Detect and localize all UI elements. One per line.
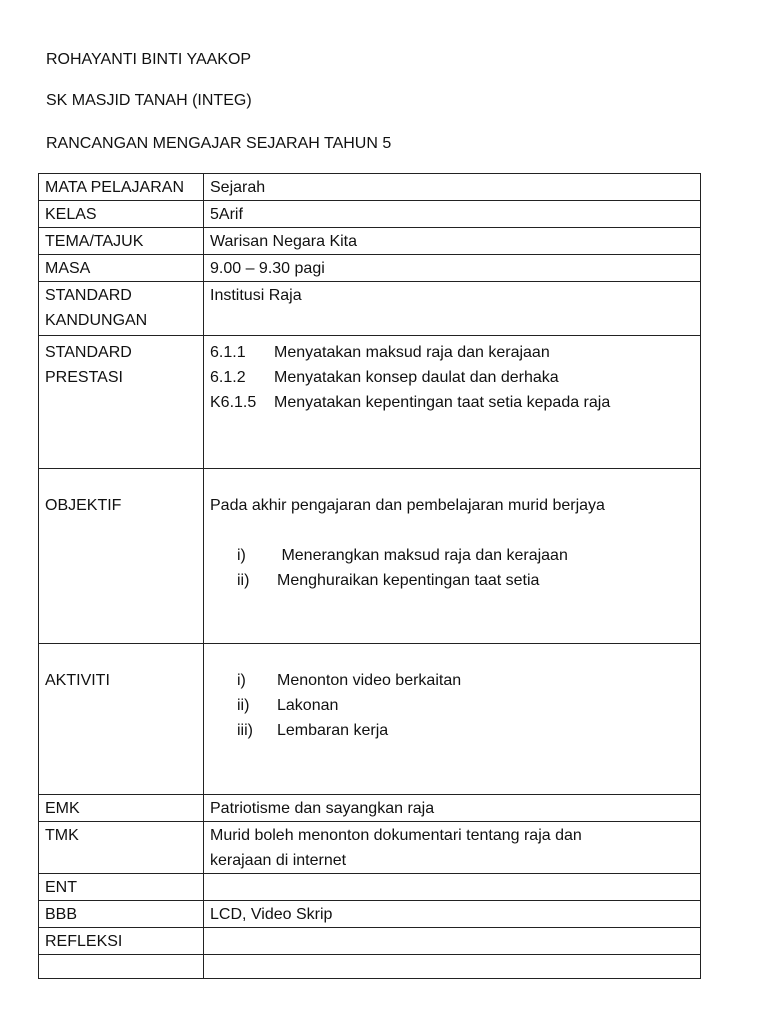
row-value: Sejarah xyxy=(204,174,701,201)
list-text: Menonton video berkaitan xyxy=(277,672,462,689)
table-row-kelas xyxy=(39,201,701,228)
objektif-list xyxy=(210,543,694,593)
row-value xyxy=(204,336,701,469)
row-label: TMK xyxy=(39,822,204,874)
row-value xyxy=(204,874,701,901)
row-value xyxy=(204,928,701,955)
standard-prestasi-item xyxy=(210,390,694,415)
table-row-aktiviti xyxy=(39,644,701,795)
list-number: iii) xyxy=(237,722,253,739)
row-value xyxy=(204,469,701,644)
table-row-masa xyxy=(39,255,701,282)
school-name: SK MASJID TANAH (INTEG) xyxy=(46,92,252,109)
item-code: 6.1.2 xyxy=(210,369,246,386)
table-row-emk xyxy=(39,795,701,822)
row-label: TEMA/TAJUK xyxy=(39,228,204,255)
list-text: Menghuraikan kepentingan taat setia xyxy=(277,572,540,589)
row-label: STANDARD KANDUNGAN xyxy=(39,282,204,336)
row-label: BBB xyxy=(39,901,204,928)
aktiviti-list xyxy=(210,668,694,743)
row-value: LCD, Video Skrip xyxy=(204,901,701,928)
row-value: Warisan Negara Kita xyxy=(204,228,701,255)
item-code: K6.1.5 xyxy=(210,394,257,411)
row-label: KELAS xyxy=(39,201,204,228)
table-row-tmk xyxy=(39,822,701,874)
list-item xyxy=(210,568,694,593)
teacher-name: ROHAYANTI BINTI YAAKOP xyxy=(46,51,252,68)
list-item xyxy=(210,718,694,743)
row-label: EMK xyxy=(39,795,204,822)
row-value xyxy=(204,955,701,979)
lesson-plan-table xyxy=(38,173,701,979)
list-item xyxy=(210,543,694,568)
list-text: Lakonan xyxy=(277,697,339,714)
table-row-objektif xyxy=(39,469,701,644)
row-label xyxy=(39,955,204,979)
list-text: Lembaran kerja xyxy=(277,722,389,739)
list-text: Menerangkan maksud raja dan kerajaan xyxy=(277,547,568,564)
row-value: Murid boleh menonton dokumentari tentang raja dan kerajaan di internet xyxy=(204,822,701,874)
list-number: ii) xyxy=(237,572,250,589)
objektif-intro: Pada akhir pengajaran dan pembelajaran murid berjaya xyxy=(210,497,605,514)
table-row-ent xyxy=(39,874,701,901)
list-item xyxy=(210,693,694,718)
list-number: ii) xyxy=(237,697,250,714)
row-label: OBJEKTIF xyxy=(39,469,204,644)
row-value: Patriotisme dan sayangkan raja xyxy=(204,795,701,822)
standard-prestasi-item xyxy=(210,340,694,365)
table-row-standard-prestasi xyxy=(39,336,701,469)
item-code: 6.1.1 xyxy=(210,344,246,361)
list-item xyxy=(210,668,694,693)
table-row-standard-kandungan xyxy=(39,282,701,336)
row-value: 9.00 – 9.30 pagi xyxy=(204,255,701,282)
standard-prestasi-item xyxy=(210,365,694,390)
row-value: 5Arif xyxy=(204,201,701,228)
row-label: STANDARD PRESTASI xyxy=(39,336,204,469)
row-label: REFLEKSI xyxy=(39,928,204,955)
item-text: Menyatakan konsep daulat dan derhaka xyxy=(274,369,559,386)
table-row-tema xyxy=(39,228,701,255)
table-row-refleksi xyxy=(39,928,701,955)
item-text: Menyatakan kepentingan taat setia kepada raja xyxy=(274,394,611,411)
row-label: MASA xyxy=(39,255,204,282)
table-row-mata-pelajaran xyxy=(39,174,701,201)
table-row-empty xyxy=(39,955,701,979)
row-label: AKTIVITI xyxy=(39,644,204,795)
row-value xyxy=(204,644,701,795)
table-row-bbb xyxy=(39,901,701,928)
item-text: Menyatakan maksud raja dan kerajaan xyxy=(274,344,550,361)
document-title: RANCANGAN MENGAJAR SEJARAH TAHUN 5 xyxy=(46,135,392,152)
list-number: i) xyxy=(237,547,246,564)
row-label: MATA PELAJARAN xyxy=(39,174,204,201)
row-label: ENT xyxy=(39,874,204,901)
list-number: i) xyxy=(237,672,246,689)
row-value: Institusi Raja xyxy=(204,282,701,336)
